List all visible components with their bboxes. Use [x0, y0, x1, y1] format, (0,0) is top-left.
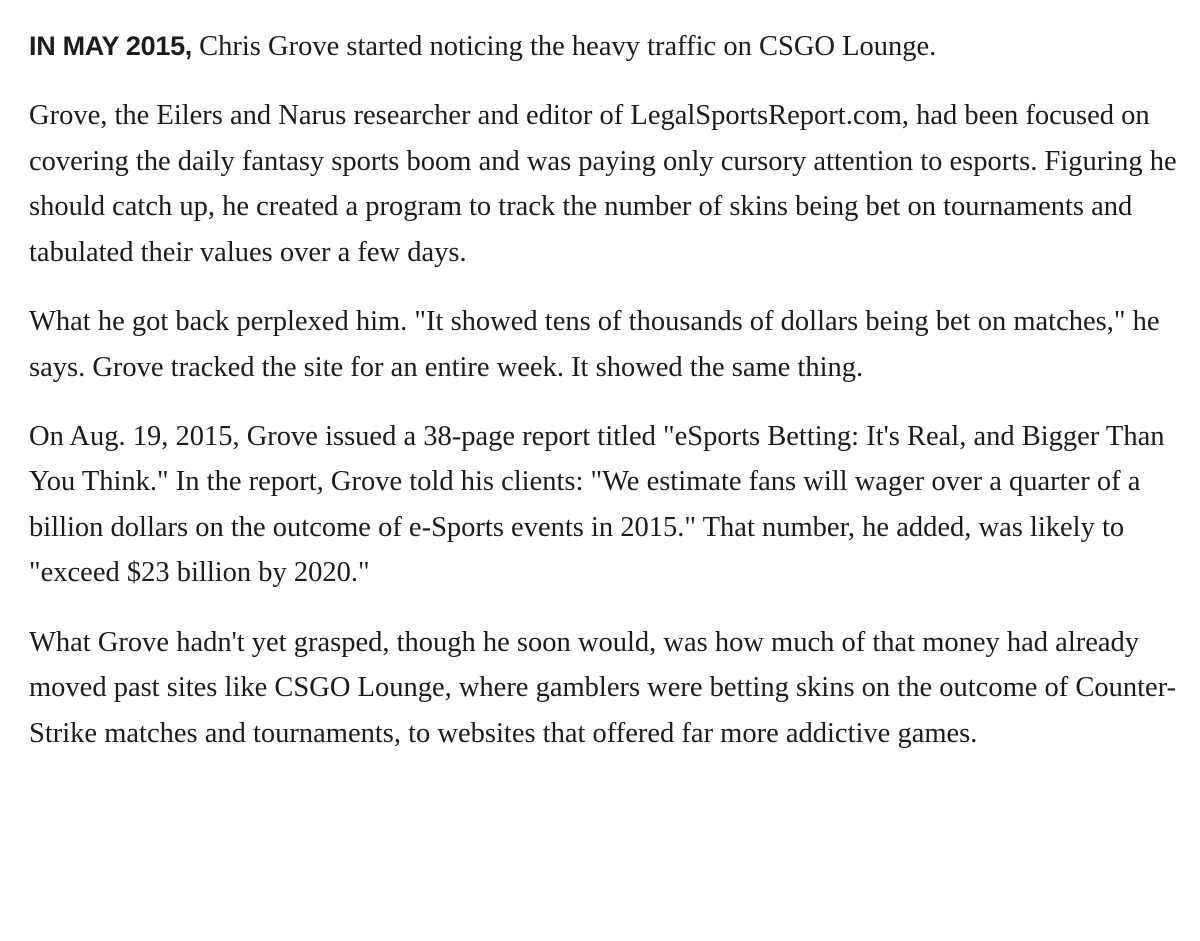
lead-in: IN MAY 2015, — [29, 31, 193, 61]
article-body — [29, 24, 1179, 780]
paragraph-3: What he got back perplexed him. "It showed tens of thousands of dollars being bet on matches," he says. Grove tracked the site for an entire week. It showed the same thing. — [29, 305, 1160, 383]
paragraph-1-text: Chris Grove started noticing the heavy traffic on CSGO Lounge. — [192, 31, 937, 62]
paragraph-5: What Grove hadn't yet grasped, though he soon would, was how much of that money had already moved past sites like CSGO Lounge, where gamblers were betting skins on the outcome of Counter-Strike matches and tournaments, to websites that offered far more addictive games. — [29, 626, 1177, 749]
paragraph-1 — [29, 24, 1179, 70]
paragraph-2: Grove, the Eilers and Narus researcher and editor of LegalSportsReport.com, had been focused on covering the daily fantasy sports boom and was paying only cursory attention to esports. Figuring he should catch up, he created a program to track the number of skins being bet on tournaments and tabulated their values over a few days. — [29, 100, 1177, 268]
paragraph-4: On Aug. 19, 2015, Grove issued a 38-page report titled "eSports Betting: It's Real, and Bigger Than You Think." In the report, Grove told his clients: "We estimate fans will wager over a quarter of a billion dollars on the outcome of e-Sports events in 2015." That number, he added, was likely to "exceed $23 billion by 2020." — [29, 420, 1165, 589]
